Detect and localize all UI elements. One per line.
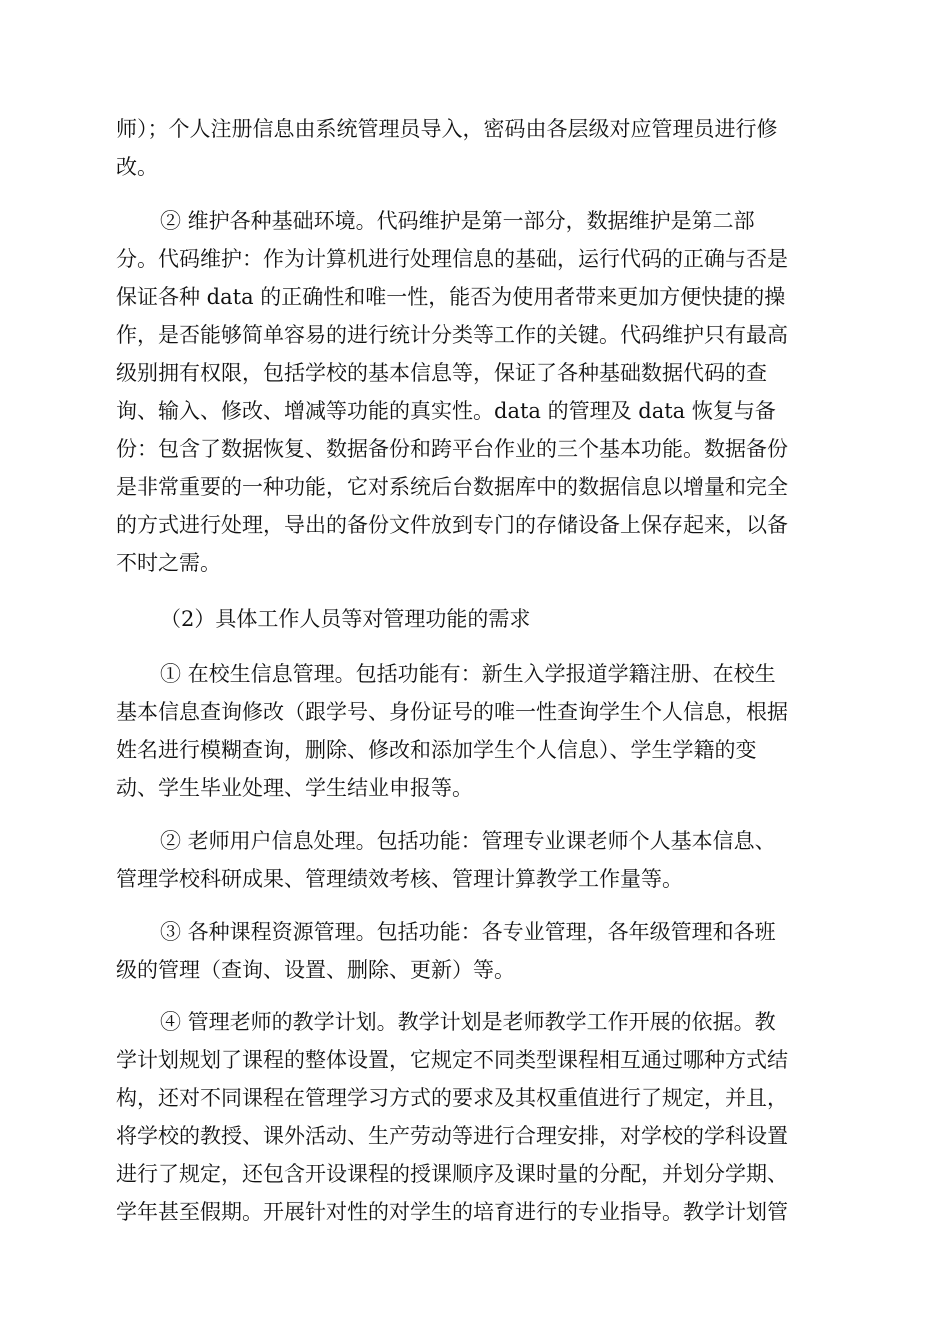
text-line: 作，是否能够简单容易的进行统计分类等工作的关键。代码维护只有最高 [116,323,788,347]
text-line: 学年甚至假期。开展针对性的对学生的培育进行的专业指导。教学计划管 [116,1200,788,1224]
paragraph-maintain-base-environment [116,202,836,582]
text-line: 姓名进行模糊查询，删除、修改和添加学生个人信息）、学生学籍的变 [116,738,757,762]
text-line: 分。代码维护：作为计算机进行处理信息的基础，运行代码的正确与否是 [116,247,788,271]
text-line: 将学校的教授、课外活动、生产劳动等进行合理安排，对学校的学科设置 [116,1124,788,1148]
text-line: ② 老师用户信息处理。包括功能：管理专业课老师个人基本信息、 [160,829,776,853]
text-line: 保证各种 data 的正确性和唯一性，能否为使用者带来更加方便快捷的操 [116,285,786,309]
text-line: 动、学生毕业处理、学生结业申报等。 [116,776,473,800]
text-line: 构，还对不同课程在管理学习方式的要求及其权重值进行了规定，并且， [116,1086,788,1110]
paragraph-course-resource-management [116,913,836,989]
text-line: 级别拥有权限，包括学校的基本信息等，保证了各种基础数据代码的查 [116,361,767,385]
text-line: ③ 各种课程资源管理。包括功能：各专业管理，各年级管理和各班 [160,920,776,944]
text-line: 进行了规定，还包含开设课程的授课顺序及课时量的分配，并划分学期、 [116,1162,788,1186]
paragraph-teaching-plan [116,1003,836,1231]
paragraph-teacher-info-processing [116,822,836,898]
text-line: 的方式进行处理，导出的备份文件放到专门的存储设备上保存起来，以备 [116,513,788,537]
text-line: 是非常重要的一种功能，它对系统后台数据库中的数据信息以增量和完全 [116,475,788,499]
text-line: ② 维护各种基础环境。代码维护是第一部分，数据维护是第二部 [160,209,755,233]
text-line: 改。 [116,155,158,179]
text-line: 管理学校科研成果、管理绩效考核、管理计算教学工作量等。 [116,867,683,891]
paragraph-registration-continuation [116,110,836,186]
section-heading [116,600,836,638]
text-line: 份：包含了数据恢复、数据备份和跨平台作业的三个基本功能。数据备份 [116,437,788,461]
text-line: 基本信息查询修改（跟学号、身份证号的唯一性查询学生个人信息，根据 [116,700,788,724]
text-line: 师）；个人注册信息由系统管理员导入，密码由各层级对应管理员进行修 [116,117,778,141]
text-line: 询、输入、修改、增减等功能的真实性。data 的管理及 data 恢复与备 [116,399,776,423]
text-line: ① 在校生信息管理。包括功能有：新生入学报道学籍注册、在校生 [160,662,776,686]
text-line: 学计划规划了课程的整体设置，它规定不同类型课程相互通过哪种方式结 [116,1048,788,1072]
text-line: ④ 管理老师的教学计划。教学计划是老师教学工作开展的依据。教 [160,1010,776,1034]
text-line: 级的管理（查询、设置、删除、更新）等。 [116,958,515,982]
text-line: 不时之需。 [116,551,221,575]
heading-line: （2）具体工作人员等对管理功能的需求 [160,607,531,631]
paragraph-student-info-management [116,655,836,807]
